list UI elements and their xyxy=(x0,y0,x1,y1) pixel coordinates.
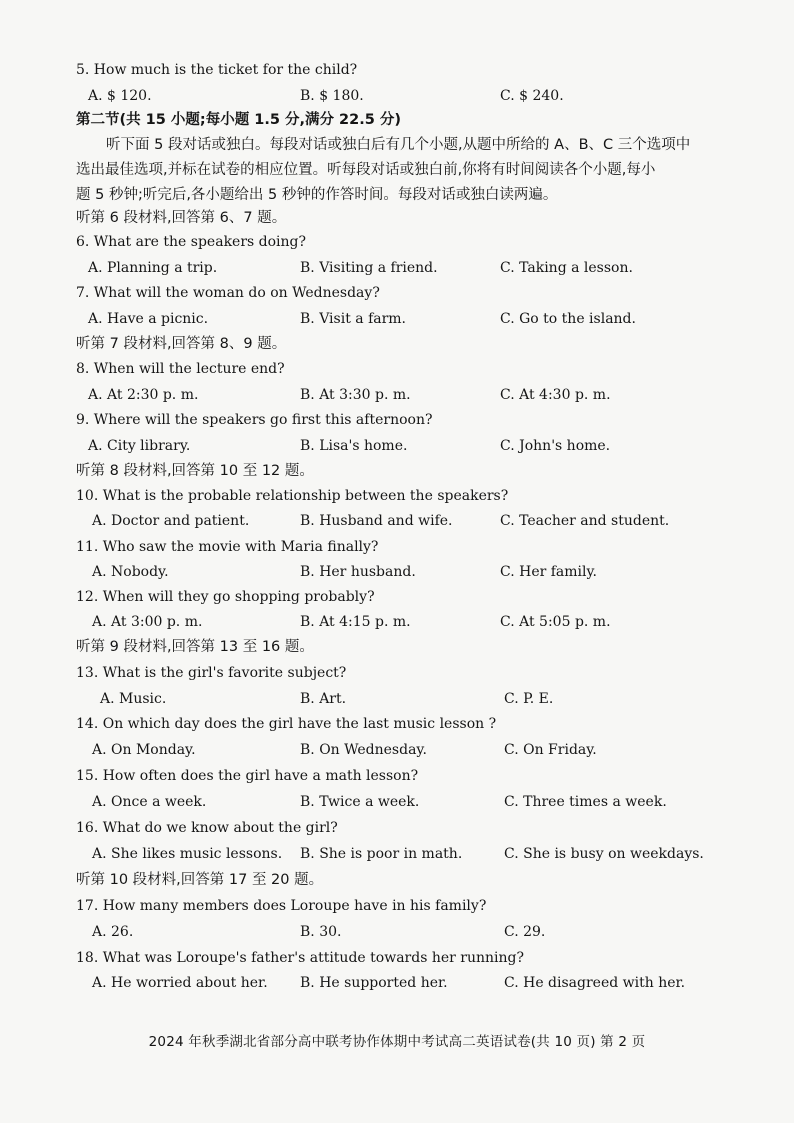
option-a: A. $ 120. xyxy=(88,88,152,104)
question-text: 9. Where will the speakers go first this afternoon? xyxy=(76,412,433,428)
options-14 xyxy=(0,738,794,762)
options-16 xyxy=(0,842,794,866)
option-a: A. 26. xyxy=(92,924,134,940)
option-b: B. At 4:15 p. m. xyxy=(300,614,411,630)
question-text: 7. What will the woman do on Wednesday? xyxy=(76,285,380,301)
question-14 xyxy=(0,712,794,736)
question-text: 8. When will the lecture end? xyxy=(76,361,285,377)
question-text: 14. On which day does the girl have the last music lesson ? xyxy=(76,716,497,732)
question-7 xyxy=(0,281,794,305)
option-b: B. $ 180. xyxy=(300,88,364,104)
options-7 xyxy=(0,307,794,331)
option-c: C. John's home. xyxy=(500,438,611,454)
material-10-heading: 听第 10 段材料,回答第 17 至 20 题。 xyxy=(76,872,324,888)
option-c: C. At 5:05 p. m. xyxy=(500,614,611,630)
option-c: C. Go to the island. xyxy=(500,311,636,327)
question-8 xyxy=(0,357,794,381)
options-17 xyxy=(0,920,794,944)
question-18 xyxy=(0,946,794,970)
instruction-line-1: 听下面 5 段对话或独白。每段对话或独白后有几个小题,从题中所给的 A、B、C 三个选项中 xyxy=(106,137,691,153)
option-c: C. $ 240. xyxy=(500,88,564,104)
option-a: A. Music. xyxy=(100,691,167,707)
question-text: 12. When will they go shopping probably? xyxy=(76,589,375,605)
options-18 xyxy=(0,971,794,995)
option-b: B. Husband and wife. xyxy=(300,513,453,529)
page-footer: 2024 年秋季湖北省部分高中联考协作体期中考试高二英语试卷(共 10 页) 第 2 页 xyxy=(148,1034,646,1050)
question-9 xyxy=(0,408,794,432)
option-a: A. At 3:00 p. m. xyxy=(92,614,203,630)
option-a: A. On Monday. xyxy=(92,742,196,758)
option-b: B. 30. xyxy=(300,924,342,940)
option-b: B. Twice a week. xyxy=(300,794,420,810)
question-text: 18. What was Loroupe's father's attitude towards her running? xyxy=(76,950,524,966)
question-17 xyxy=(0,894,794,918)
option-b: B. He supported her. xyxy=(300,975,448,991)
option-c: C. On Friday. xyxy=(504,742,597,758)
option-c: C. She is busy on weekdays. xyxy=(504,846,704,862)
question-text: 16. What do we know about the girl? xyxy=(76,820,338,836)
option-c: C. Her family. xyxy=(500,564,598,580)
material-9-heading: 听第 9 段材料,回答第 13 至 16 题。 xyxy=(76,639,314,655)
option-b: B. Visiting a friend. xyxy=(300,260,438,276)
option-a: A. Nobody. xyxy=(92,564,169,580)
option-b: B. Visit a farm. xyxy=(300,311,407,327)
question-16 xyxy=(0,816,794,840)
question-5 xyxy=(0,58,794,82)
question-10 xyxy=(0,484,794,508)
question-12 xyxy=(0,585,794,609)
option-b: B. On Wednesday. xyxy=(300,742,427,758)
option-c: C. Three times a week. xyxy=(504,794,667,810)
question-text: 11. Who saw the movie with Maria finally? xyxy=(76,539,379,555)
question-15 xyxy=(0,764,794,788)
option-a: A. Have a picnic. xyxy=(88,311,209,327)
section-heading: 第二节(共 15 小题;每小题 1.5 分,满分 22.5 分) xyxy=(76,112,401,128)
option-a: A. She likes music lessons. xyxy=(92,846,283,862)
material-8-heading: 听第 8 段材料,回答第 10 至 12 题。 xyxy=(76,463,314,479)
options-15 xyxy=(0,790,794,814)
option-a: A. Planning a trip. xyxy=(88,260,218,276)
option-a: A. He worried about her. xyxy=(92,975,268,991)
material-6-heading: 听第 6 段材料,回答第 6、7 题。 xyxy=(76,210,287,226)
option-a: A. City library. xyxy=(88,438,191,454)
question-text: 13. What is the girl's favorite subject? xyxy=(76,665,347,681)
option-a: A. At 2:30 p. m. xyxy=(88,387,199,403)
instruction-line-3: 题 5 秒钟;听完后,各小题给出 5 秒钟的作答时间。每段对话或独白读两遍。 xyxy=(76,187,558,203)
option-a: A. Once a week. xyxy=(92,794,207,810)
option-b: B. Her husband. xyxy=(300,564,416,580)
options-13 xyxy=(0,687,794,711)
option-b: B. She is poor in math. xyxy=(300,846,463,862)
options-11 xyxy=(0,560,794,584)
instruction-line-2: 选出最佳选项,并标在试卷的相应位置。听每段对话或独白前,你将有时间阅读各个小题,每小 xyxy=(76,162,656,178)
option-c: C. Taking a lesson. xyxy=(500,260,633,276)
options-10 xyxy=(0,509,794,533)
question-text: 15. How often does the girl have a math lesson? xyxy=(76,768,419,784)
question-11 xyxy=(0,535,794,559)
question-text: 10. What is the probable relationship between the speakers? xyxy=(76,488,509,504)
option-b: B. Art. xyxy=(300,691,347,707)
option-c: C. At 4:30 p. m. xyxy=(500,387,611,403)
question-6 xyxy=(0,230,794,254)
option-c: C. P. E. xyxy=(504,691,554,707)
options-9 xyxy=(0,434,794,458)
option-b: B. Lisa's home. xyxy=(300,438,408,454)
option-a: A. Doctor and patient. xyxy=(92,513,250,529)
material-7-heading: 听第 7 段材料,回答第 8、9 题。 xyxy=(76,336,287,352)
options-8 xyxy=(0,383,794,407)
question-13 xyxy=(0,661,794,685)
options-6 xyxy=(0,256,794,280)
option-c: C. Teacher and student. xyxy=(500,513,670,529)
option-c: C. He disagreed with her. xyxy=(504,975,686,991)
option-b: B. At 3:30 p. m. xyxy=(300,387,411,403)
question-text: 6. What are the speakers doing? xyxy=(76,234,307,250)
question-text: 5. How much is the ticket for the child? xyxy=(76,62,358,78)
options-5 xyxy=(0,84,794,108)
option-c: C. 29. xyxy=(504,924,546,940)
options-12 xyxy=(0,610,794,634)
question-text: 17. How many members does Loroupe have in his family? xyxy=(76,898,487,914)
